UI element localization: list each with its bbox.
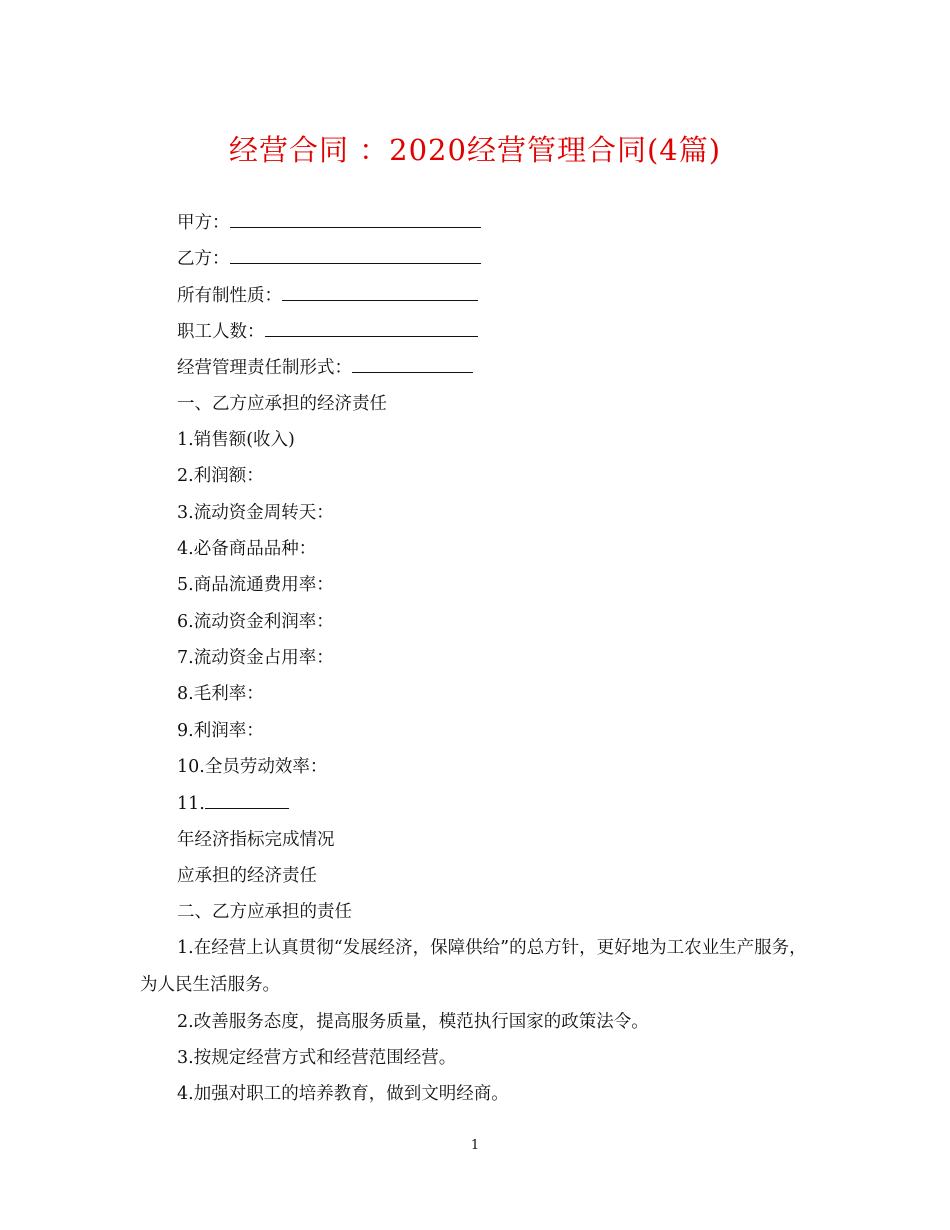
- field-label: 甲方：: [177, 213, 230, 233]
- field-ownership: [177, 283, 478, 308]
- field-label: 经营管理责任制形式：: [177, 358, 352, 378]
- field-party-a: [177, 210, 481, 235]
- document-title: 经营合同 ：2020经营管理合同(4篇): [228, 133, 722, 167]
- paragraph: 1.在经营上认真贯彻“发展经济，保障供给”的总方针，更好地为工农业生产服务，为人民生活服务。: [140, 938, 807, 995]
- list-item: 8.毛利率：: [177, 684, 264, 704]
- list-item: 6.流动资金利润率：: [177, 612, 334, 632]
- blank-line: [230, 246, 481, 264]
- field-party-b: [177, 246, 481, 271]
- section-1-heading: 一、乙方应承担的经济责任: [177, 394, 387, 414]
- paragraph: 4.加强对职工的培养教育，做到文明经商。: [177, 1084, 509, 1104]
- list-item-with-blank: [177, 791, 289, 816]
- section-2-heading: 二、乙方应承担的责任: [177, 902, 352, 922]
- field-staff-count: [177, 319, 478, 344]
- blank-line: [282, 283, 478, 301]
- list-item: 4.必备商品品种：: [177, 539, 317, 559]
- list-item: 11.: [177, 794, 205, 814]
- list-item: 7.流动资金占用率：: [177, 648, 334, 668]
- page-number: 1: [470, 1138, 480, 1153]
- paragraph: 3.按规定经营方式和经营范围经营。: [177, 1048, 457, 1068]
- field-label: 职工人数：: [177, 322, 265, 342]
- paragraph: 2.改善服务态度，提高服务质量，模范执行国家的政策法令。: [177, 1012, 649, 1032]
- field-label: 所有制性质：: [177, 286, 282, 306]
- note-line: 应承担的经济责任: [177, 866, 317, 886]
- list-item: 9.利润率：: [177, 721, 264, 741]
- blank-line: [205, 791, 289, 809]
- blank-line: [230, 210, 481, 228]
- list-item: 5.商品流通费用率：: [177, 575, 334, 595]
- field-label: 乙方：: [177, 249, 230, 269]
- blank-line: [352, 355, 473, 373]
- list-item: 1.销售额(收入): [177, 430, 295, 450]
- blank-line: [265, 319, 478, 337]
- list-item: 3.流动资金周转天：: [177, 503, 334, 523]
- note-line: 年经济指标完成情况: [177, 830, 335, 850]
- list-item: 10.全员劳动效率：: [177, 757, 328, 777]
- list-item: 2.利润额：: [177, 466, 264, 486]
- field-responsibility-form: [177, 355, 473, 380]
